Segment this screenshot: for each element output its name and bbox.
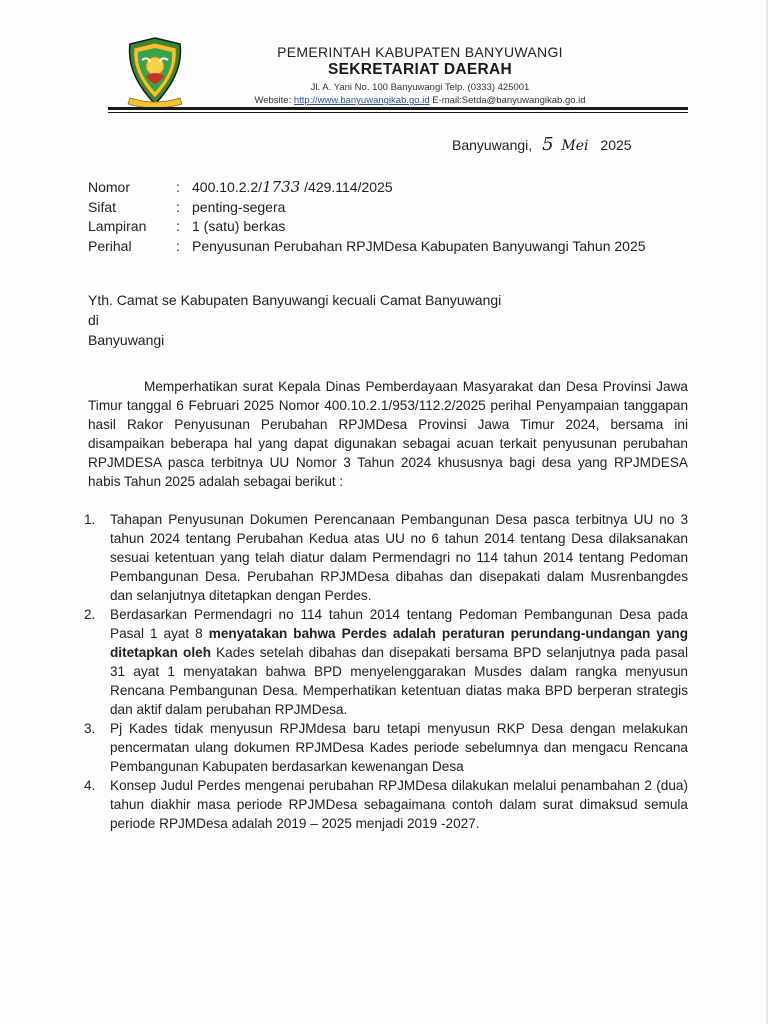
website-label: Website: (254, 95, 292, 106)
contact-line (200, 94, 640, 107)
nomor-label: Nomor (88, 179, 131, 195)
list-item (84, 510, 688, 605)
letterhead-text (200, 44, 640, 107)
lampiran-label: Lampiran (88, 218, 147, 234)
list-number: 2. (84, 607, 96, 622)
sifat-value: penting-segera (192, 198, 286, 215)
meta-colon: : (176, 237, 180, 254)
points-list (84, 510, 689, 833)
list-text: Konsep Judul Perdes mengenai perubahan RPJMDesa dilakukan melalui penambahan 2 (dua) tahun diakhir masa periode RPJMDesa sebagaimana contoh dalam surat dimaksud semula periode RPJMDesa adalah 2019 – 2025 menjadi 2019 -2027. (110, 778, 688, 831)
list-text (104, 605, 688, 719)
list-text: Pj Kades tidak menyusun RPJMdesa baru tetapi menyusun RKP Desa dengan melakukan pencermatan ulang dokumen RPJMDesa Kades periode sebelumnya dan mengacu Rencana Pembangunan Kabupaten berdasarkan kewenangan Desa (110, 721, 688, 774)
date-year: 2025 (600, 137, 632, 153)
addressee-recipient: Yth. Camat se Kabupaten Banyuwangi kecuali Camat Banyuwangi (88, 292, 502, 308)
office-name: SEKRETARIAT DAERAH (328, 61, 512, 78)
letterhead-rule-thin (108, 112, 688, 113)
perihal-value: Penyusunan Perubahan RPJMDesa Kabupaten Banyuwangi Tahun 2025 (192, 237, 646, 254)
meta-row-sifat (88, 198, 698, 218)
office-address: Jl. A. Yani No. 100 Banyuwangi Telp. (0333) 425001 (310, 82, 530, 93)
date-month: Mei (561, 138, 589, 154)
list-text-part: Berdasarkan Permendagri no 114 tahun 2014 tentang Pedoman Pembangunan Desa pada Pasal 1 ayat 8 (110, 607, 688, 641)
addressee-place: Banyuwangi (88, 332, 165, 348)
sifat-label: Sifat (88, 198, 117, 215)
meta-row-perihal (88, 237, 698, 257)
list-number: 1. (84, 512, 96, 527)
list-text-part: Kades setelah dibahas dan disepakati bersama BPD selanjutnya pada pasal 31 ayat 1 menyatakan bahwa BPD menyelenggarakan Musdes dalam rangka menyusun Rencana Pembangunan Desa. Memperhatikan ketentuan diatas maka BPD berperan strategis dan aktif dalam perubahan RPJMDesa. (110, 645, 689, 717)
letterhead-rule-thick (108, 107, 688, 110)
government-name: PEMERINTAH KABUPATEN BANYUWANGI (277, 44, 563, 60)
nomor-suffix: /429.114/2025 (304, 179, 393, 195)
nomor-prefix: 400.10.2.2/ (192, 179, 263, 195)
email-text: E-mail:Setda@banyuwangikab.go.id (432, 95, 586, 106)
list-text: Tahapan Penyusunan Dokumen Perencanaan Pembangunan Desa pasca terbitnya UU no 3 tahun 2024 tentang Perubahan Kedua atas UU no 6 tahun 2014 tentang Desa dilaksanakan sesuai ketentuan yang telah diatur dalam Permendagri no 114 tahun 2014 tentang Pedoman Pembangunan Desa. Perubahan RPJMDesa dibahas dan disepakati dalam Musrenbangdes dan selanjutnya ditetapkan dengan Perdes. (110, 512, 688, 603)
meta-colon: : (176, 198, 180, 215)
letter-body (88, 377, 688, 491)
date-city: Banyuwangi, (452, 137, 533, 153)
letterhead (0, 0, 768, 112)
date-day: 5 (542, 134, 554, 155)
letter-date (452, 134, 632, 155)
lampiran-value: 1 (satu) berkas (192, 218, 286, 234)
meta-colon: : (176, 218, 180, 234)
addressee (88, 290, 501, 350)
list-item (84, 605, 689, 719)
list-item (84, 776, 688, 833)
list-number: 4. (84, 778, 96, 793)
list-text-bold: menyatakan bahwa Perdes adalah peraturan perundang-undangan yang ditetapkan oleh (110, 626, 689, 660)
meta-colon: : (176, 179, 180, 195)
list-item (84, 719, 688, 776)
nomor-handwritten: 1733 (262, 178, 301, 196)
letter-meta (88, 178, 698, 256)
website-link[interactable]: http://www.banyuwangikab.go.id (293, 95, 430, 106)
intro-paragraph: Memperhatikan surat Kepala Dinas Pemberdayaan Masyarakat dan Desa Provinsi Jawa Timur tanggal 6 Februari 2025 Nomor 400.10.2.1/953/112.2/2025 perihal Penyampaian tanggapan hasil Rakor Penyusunan Perubahan RPJMDesa Provinsi Jawa Timur 2024, bersama ini disampaikan beberapa hal yang dapat digunakan sebagai acuan terkait penyusunan perubahan RPJMDESA pasca terbitnya UU Nomor 3 Tahun 2024 khususnya bagi desa yang RPJMDESA habis Tahun 2025 adalah sebagai berikut : (88, 379, 688, 489)
meta-row-lampiran (88, 217, 698, 237)
addressee-di: di (88, 312, 99, 328)
list-number: 3. (84, 721, 96, 736)
regency-emblem-icon (124, 36, 186, 108)
perihal-label: Perihal (88, 237, 132, 254)
meta-row-nomor (88, 178, 698, 198)
nomor-value (192, 178, 698, 198)
